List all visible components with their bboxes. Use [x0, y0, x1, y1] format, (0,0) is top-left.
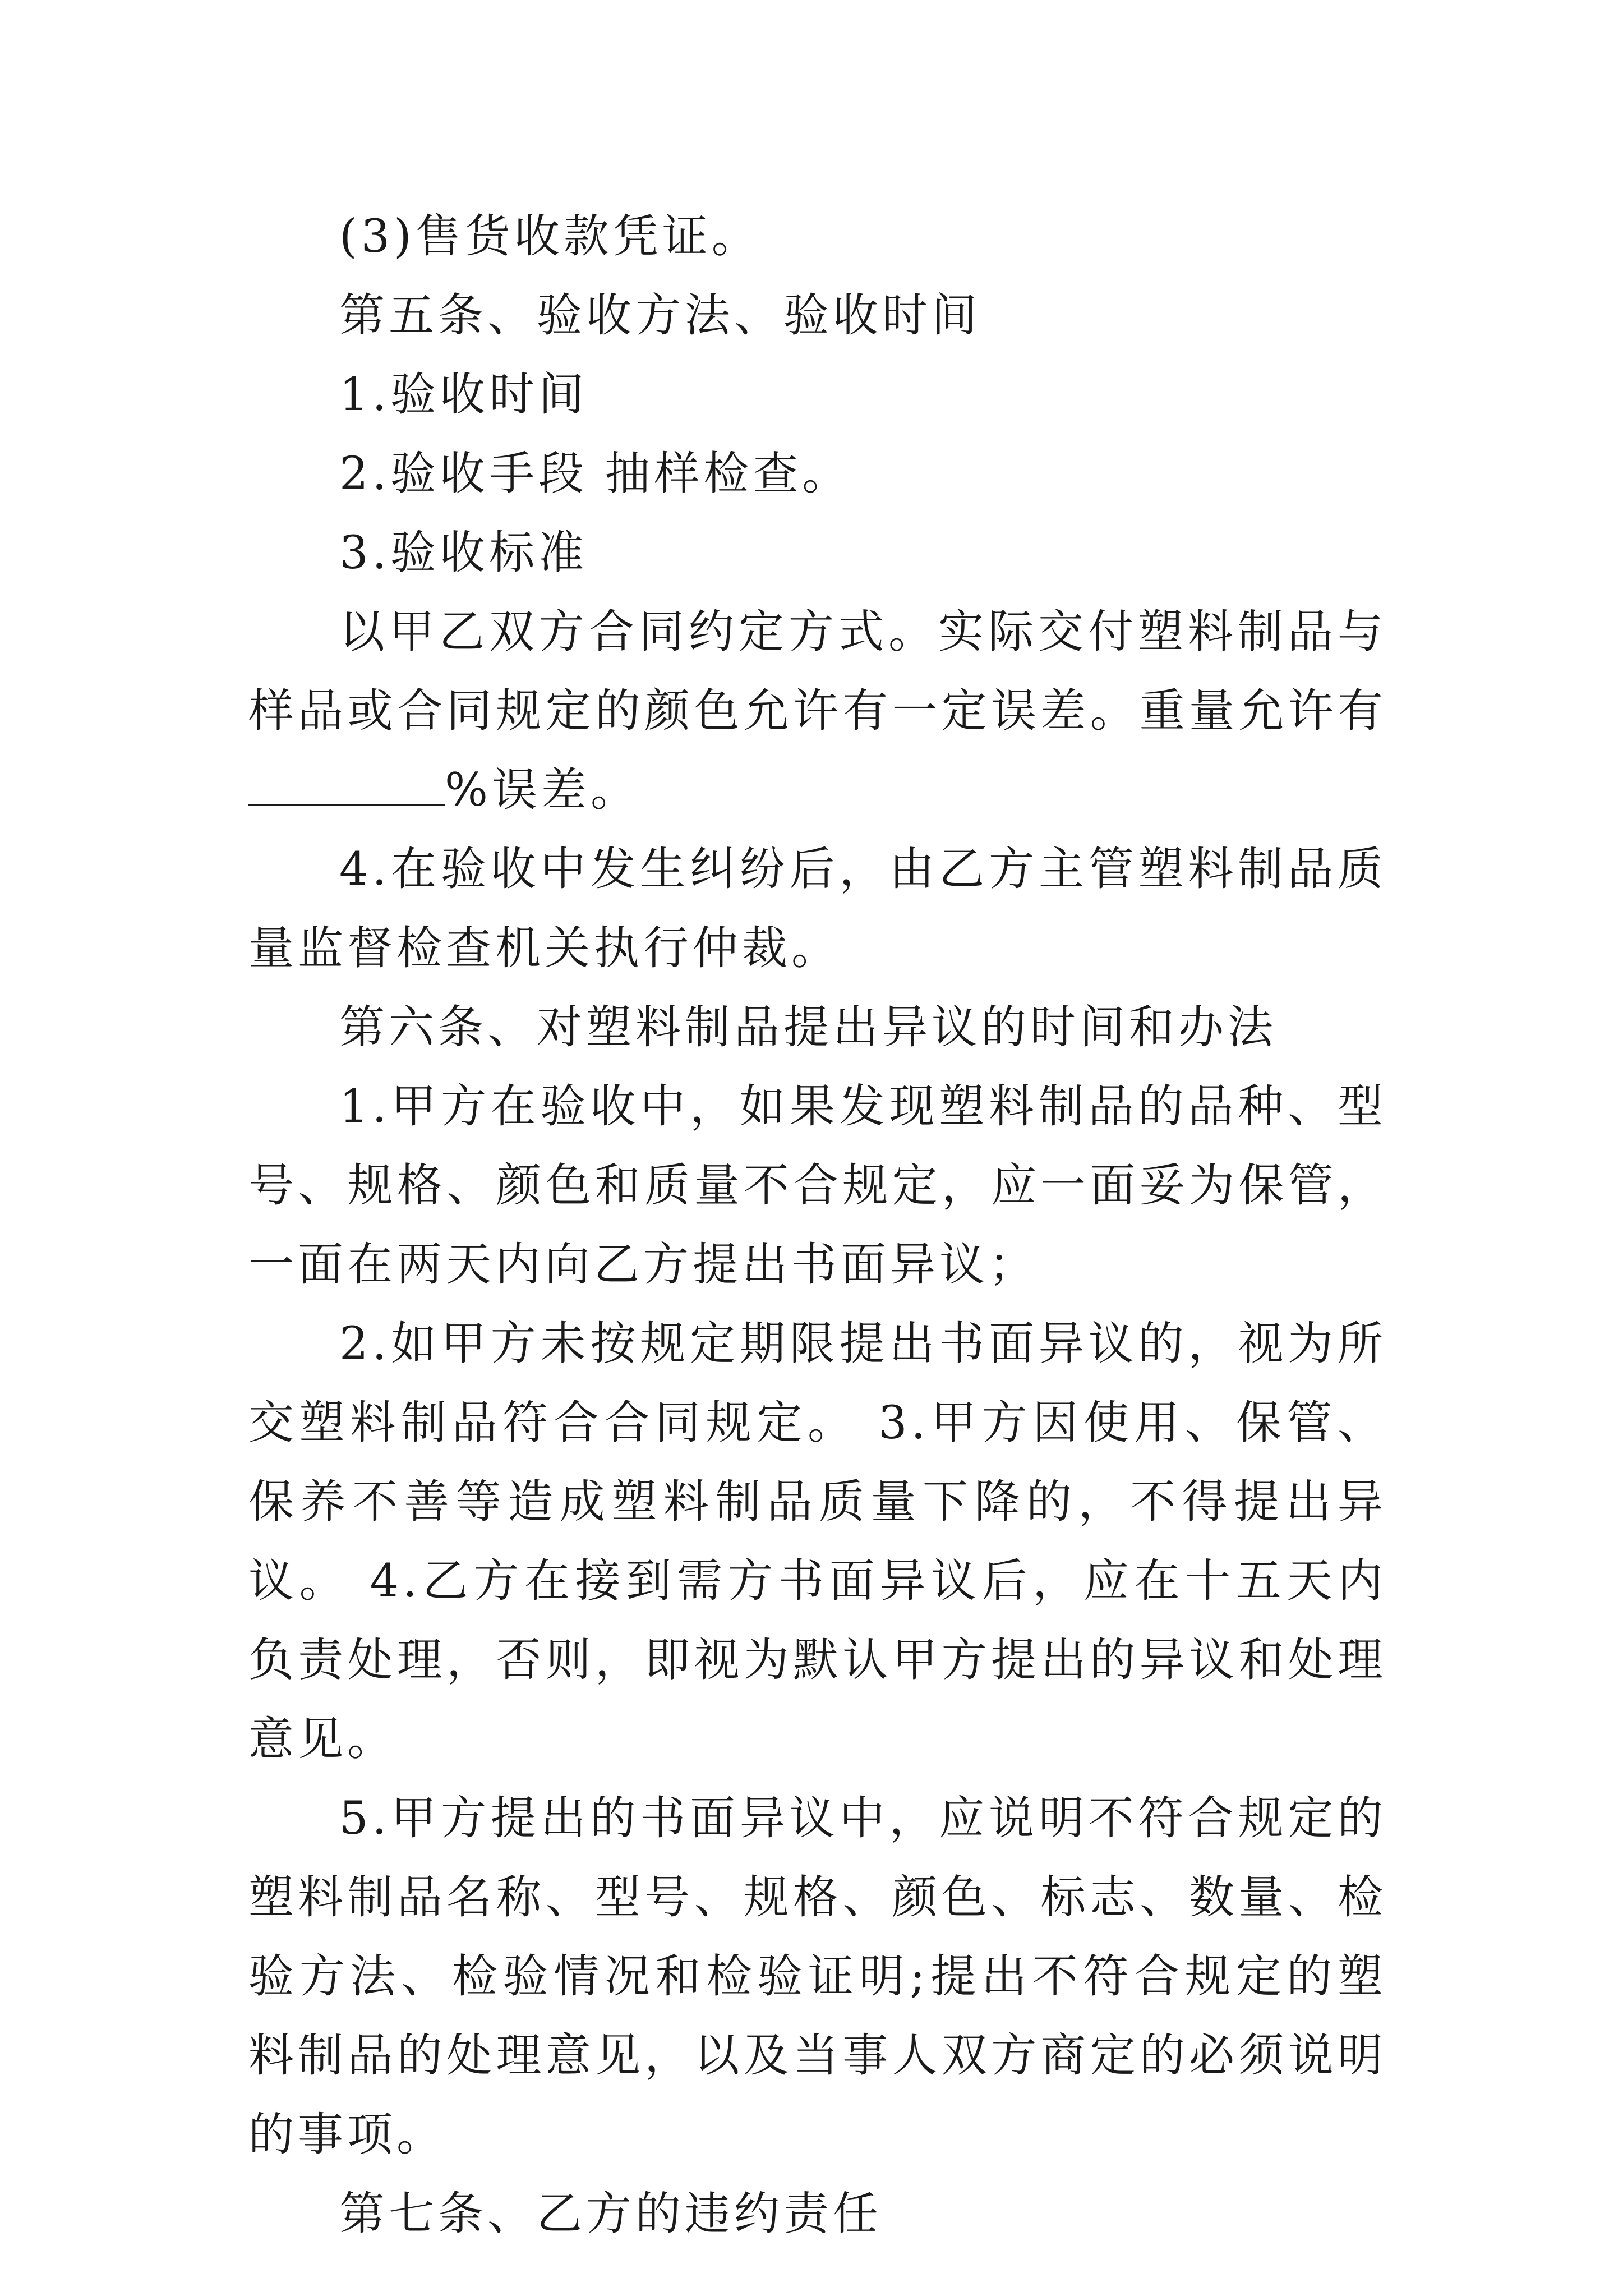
paragraph-objection-5: 5.甲方提出的书面异议中，应说明不符合规定的塑料制品名称、型号、规格、颜色、标志、数量、检验方法、检验情况和检验证明;提出不符合规定的塑料制品的处理意见，以及当事人双方商定的必须说明的事项。 [248, 1792, 1387, 2161]
paragraph-tolerance: 以甲乙双方合同约定方式。实际交付塑料制品与样品或合同规定的颜色允许有一定误差。重量允许有%误差。 [248, 606, 1387, 817]
document-body [248, 197, 1387, 2254]
paragraph-objection-1: 1.甲方在验收中，如果发现塑料制品的品种、型号、规格、颜色和质量不合规定，应一面妥为保管，一面在两天内向乙方提出书面异议； [248, 1080, 1387, 1291]
paragraph-acceptance-time: 1.验收时间 [339, 369, 588, 421]
paragraph-acceptance-means: 2.验收手段 抽样检查。 [339, 448, 852, 500]
paragraph-objection-2-4: 2.如甲方未按规定期限提出书面异议的，视为所交塑料制品符合合同规定。 3.甲方因使用、保管、保养不善等造成塑料制品质量下降的，不得提出异议。 4.乙方在接到需方书面异议后，应在十五天内负责处理，否则，即视为默认甲方提出的异议和处理意见。 [248, 1318, 1387, 1766]
paragraph-dispute-arbitration: 4.在验收中发生纠纷后，由乙方主管塑料制品质量监督检查机关执行仲裁。 [248, 843, 1387, 975]
heading-article-7: 第七条、乙方的违约责任 [339, 2188, 883, 2240]
heading-article-6: 第六条、对塑料制品提出异议的时间和办法 [339, 1001, 1278, 1054]
weight-tolerance-blank [248, 765, 445, 806]
paragraph-acceptance-standard: 3.验收标准 [339, 527, 588, 579]
heading-article-5: 第五条、验收方法、验收时间 [339, 289, 981, 342]
paragraph-sales-receipt: (3)售货收款凭证。 [339, 210, 761, 263]
